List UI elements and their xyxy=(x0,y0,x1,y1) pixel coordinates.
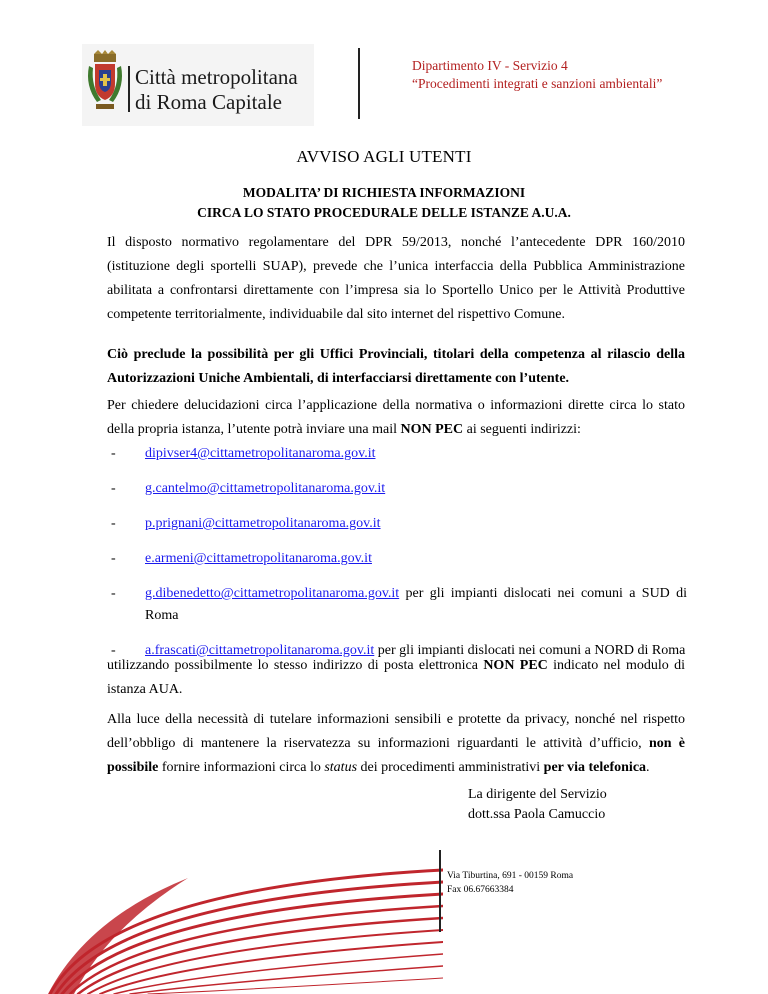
p5-text-e: dei procedimenti amministrativi xyxy=(357,760,544,775)
list-dash: - xyxy=(111,481,116,496)
p4-text-c: indicato nel modulo di istanza AUA. xyxy=(107,658,685,697)
notice-subtitle xyxy=(0,183,768,223)
signature-block xyxy=(468,785,607,825)
footer-contact xyxy=(447,869,573,897)
email-note: per gli impianti dislocati nei comuni a NORD di Roma xyxy=(374,643,686,658)
paragraph-legal-framework: Il disposto normativo regolamentare del DPR 59/2013, nonché l’antecedente DPR 160/2010 (istituzione degli sportelli SUAP), prevede che l’unica interfaccia della Pubblica Amministrazione abilitata a confrontarsi direttamente con l’impresa sia lo Sportello Unico per le Attività Produttive competente territorialmente, individuabile dal sito internet del rispettivo Comune. xyxy=(107,235,685,322)
footer-fax: Fax 06.67663384 xyxy=(447,885,514,895)
red-swoosh-graphic xyxy=(48,848,443,994)
p3-text-c: ai seguenti indirizzi: xyxy=(463,422,581,437)
list-item xyxy=(107,443,687,465)
list-item xyxy=(107,513,687,535)
department-line2: “Procedimenti integrati e sanzioni ambientali” xyxy=(412,76,663,91)
p5-text-c: fornire informazioni circa lo xyxy=(158,760,325,775)
list-item xyxy=(107,548,687,570)
paragraph-contact-instructions xyxy=(107,394,685,442)
list-dash: - xyxy=(111,586,116,601)
email-link[interactable]: a.frascati@cittametropolitanaroma.gov.it xyxy=(145,643,375,658)
email-link[interactable]: g.cantelmo@cittametropolitanaroma.gov.it xyxy=(145,481,386,496)
p3-text-a: Per chiedere delucidazioni circa l’applicazione della normativa o informazioni dirette circa lo stato della propria istanza, l’utente potrà inviare una mail xyxy=(107,398,685,437)
list-dash: - xyxy=(111,643,116,658)
p4-non-pec: NON PEC xyxy=(483,658,548,673)
p5-status: status xyxy=(324,760,358,775)
paragraph-same-address xyxy=(107,654,685,702)
email-link[interactable]: e.armeni@cittametropolitanaroma.gov.it xyxy=(145,551,372,566)
list-dash: - xyxy=(111,446,116,461)
paragraph-restriction: Ciò preclude la possibilità per gli Uffici Provinciali, titolari della competenza al rilascio della Autorizzazioni Uniche Ambientali, di interfacciarsi direttamente con l’utente. xyxy=(107,347,685,386)
department-heading xyxy=(412,57,662,93)
organization-name-line1: Città metropolitana xyxy=(135,65,298,89)
subtitle-line1: MODALITA’ DI RICHIESTA INFORMAZIONI xyxy=(242,185,526,200)
subtitle-line2: CIRCA LO STATO PROCEDURALE DELLE ISTANZE A.U.A. xyxy=(197,205,571,220)
signature-role: La dirigente del Servizio xyxy=(468,787,607,802)
header-divider xyxy=(358,48,360,119)
email-link[interactable]: dipivser4@cittametropolitanaroma.gov.it xyxy=(145,446,376,461)
organization-name-line2: di Roma Capitale xyxy=(135,90,282,114)
p5-not-possible: non è possibile xyxy=(107,736,685,775)
footer-divider xyxy=(439,850,441,932)
notice-title: AVVISO AGLI UTENTI xyxy=(296,147,472,166)
footer-address: Via Tiburtina, 691 - 00159 Roma xyxy=(447,871,574,881)
email-list xyxy=(107,443,687,675)
signature-name: dott.ssa Paola Camuccio xyxy=(468,807,606,822)
p4-text-a: utilizzando possibilmente lo stesso indirizzo di posta elettronica xyxy=(107,658,484,673)
p5-by-phone: per via telefonica xyxy=(543,760,647,775)
organization-name xyxy=(135,65,298,115)
paragraph-privacy xyxy=(107,708,685,780)
p3-non-pec: NON PEC xyxy=(400,422,464,437)
list-dash: - xyxy=(111,551,116,566)
p5-text-g: . xyxy=(646,760,650,775)
coat-of-arms-icon xyxy=(85,50,125,112)
department-line1: Dipartimento IV - Servizio 4 xyxy=(412,58,568,73)
p5-text-a: Alla luce della necessità di tutelare informazioni sensibili e protette da privacy, nonché nel rispetto dell’obbligo di mantenere la riservatezza su informazioni riguardanti le attività d’ufficio, xyxy=(107,712,685,751)
email-link[interactable]: p.prignani@cittametropolitanaroma.gov.it xyxy=(145,516,381,531)
list-item xyxy=(107,583,687,627)
list-item xyxy=(107,478,687,500)
list-dash: - xyxy=(111,516,116,531)
email-note: per gli impianti dislocati nei comuni a SUD di Roma xyxy=(145,586,687,623)
email-link[interactable]: g.dibenedetto@cittametropolitanaroma.gov.it xyxy=(145,586,400,601)
logo-divider xyxy=(128,66,130,112)
